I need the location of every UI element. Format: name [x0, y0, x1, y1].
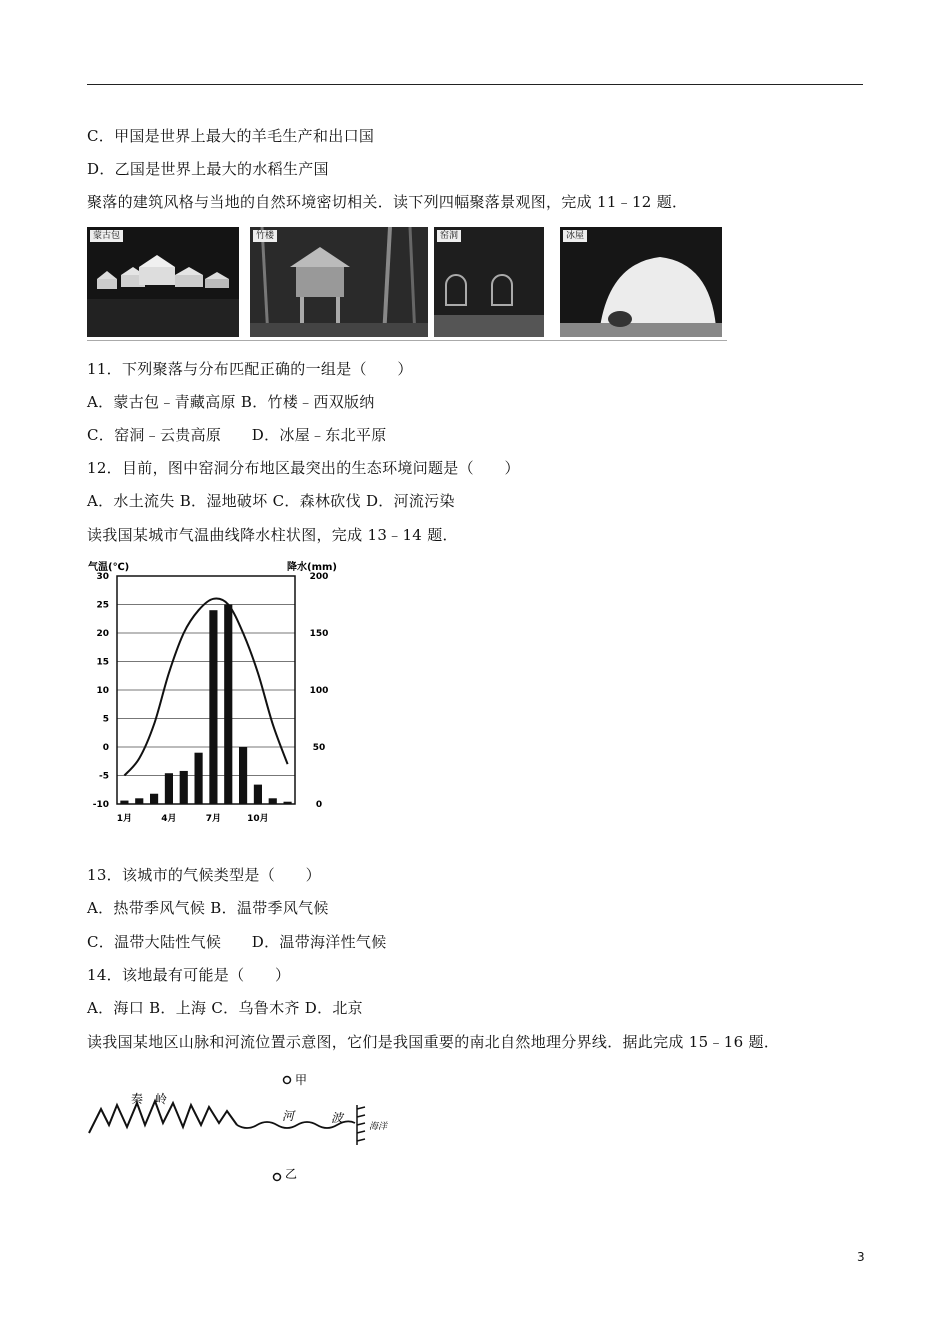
precip-axis-label: 降水(mm) — [287, 562, 337, 573]
precipitation-bar — [239, 747, 247, 804]
photo-label-cave-dwelling: 窑洞 — [437, 230, 461, 242]
precip-tick-label: 50 — [312, 743, 326, 753]
precipitation-bar — [120, 801, 128, 804]
settlement-intro: 聚落的建筑风格与当地的自然环境密切相关．读下列四幅聚落景观图，完成 11﹣12 题． — [87, 193, 688, 211]
coastline — [357, 1105, 365, 1145]
question-13-options-ab: A．热带季风气候 B．温带季风气候 — [87, 899, 329, 917]
page-number: 3 — [857, 1250, 865, 1264]
climate-intro: 读我国某城市气温曲线降水柱状图，完成 13﹣14 题． — [87, 526, 458, 544]
point-yi-marker — [274, 1174, 281, 1181]
precipitation-bar — [165, 773, 173, 804]
question-12: 12．目前，图中窑洞分布地区最突出的生态环境问题是（ ） — [87, 459, 520, 477]
boundary-map — [87, 1065, 407, 1185]
month-tick-label: 4月 — [161, 814, 177, 824]
question-11: 11．下列聚落与分布匹配正确的一组是（ ） — [87, 360, 413, 378]
mountain-label: 秦 岭 — [131, 1092, 168, 1106]
precipitation-bar — [269, 798, 277, 804]
photo-label-igloo: 冰屋 — [563, 230, 587, 242]
photo-yurt — [87, 227, 239, 337]
settlement-photos — [87, 227, 727, 341]
temp-tick-label: -5 — [99, 771, 109, 782]
question-11-options-ab: A．蒙古包﹣青藏高原 B．竹楼﹣西双版纳 — [87, 393, 375, 411]
photo-bamboo-house — [250, 227, 428, 337]
temp-tick-label: 0 — [102, 743, 109, 753]
temp-tick-label: -10 — [92, 800, 109, 810]
temp-axis-label: 气温(℃) — [88, 562, 130, 573]
photo-baseline — [87, 340, 727, 341]
question-12-options: A．水土流失 B．湿地破坏 C．森林砍伐 D．河流污染 — [87, 492, 455, 510]
precipitation-bar — [135, 798, 143, 804]
yurt-image — [87, 227, 239, 337]
precipitation-bar — [254, 785, 262, 804]
temp-tick-label: 5 — [102, 714, 109, 725]
option-c-text: C．甲国是世界上最大的羊毛生产和出口国 — [87, 127, 375, 145]
precipitation-bar — [195, 753, 203, 804]
month-tick-label: 1月 — [116, 814, 133, 824]
temp-tick-label: 20 — [96, 629, 109, 639]
point-yi-label: 乙 — [285, 1167, 298, 1181]
cave-dwelling-image — [434, 227, 544, 337]
question-14-options: A．海口 B．上海 C．乌鲁木齐 D．北京 — [87, 999, 363, 1017]
temperature-curve — [124, 598, 287, 775]
precip-tick-label: 150 — [309, 629, 329, 639]
temp-tick-label: 25 — [96, 600, 109, 611]
header-rule — [87, 84, 863, 85]
igloo-image — [560, 227, 722, 337]
precipitation-bar — [284, 802, 292, 804]
question-14: 14．该地最有可能是（ ） — [87, 966, 291, 984]
boundary-intro: 读我国某地区山脉和河流位置示意图，它们是我国重要的南北自然地理分界线．据此完成 15﹣16 题． — [87, 1033, 780, 1051]
bamboo-house-image — [250, 227, 428, 337]
photo-label-bamboo-house: 竹楼 — [253, 230, 277, 242]
temp-tick-label: 30 — [96, 572, 109, 582]
precipitation-bar — [150, 794, 158, 804]
precip-tick-label: 100 — [309, 686, 329, 696]
river-label-2: 波 — [331, 1111, 344, 1125]
sea-label: 海洋 — [369, 1122, 388, 1132]
point-jia-marker — [284, 1077, 291, 1084]
question-13-options-cd: C．温带大陆性气候 D．温带海洋性气候 — [87, 933, 387, 951]
photo-label-yurt: 蒙古包 — [90, 230, 123, 242]
temp-tick-label: 10 — [96, 686, 109, 696]
question-13: 13．该城市的气候类型是（ ） — [87, 866, 321, 884]
point-jia-label: 甲 — [295, 1073, 308, 1087]
question-11-options-cd: C．窑洞﹣云贵高原 D．冰屋﹣东北平原 — [87, 426, 387, 444]
climate-chart-svg — [87, 555, 345, 835]
precipitation-bar — [209, 610, 217, 804]
photo-igloo — [560, 227, 722, 337]
precipitation-bar — [224, 605, 232, 805]
climate-chart — [87, 555, 345, 835]
month-tick-label: 7月 — [205, 814, 222, 824]
temp-tick-label: 15 — [96, 657, 109, 668]
river-label-1: 河 — [282, 1109, 295, 1123]
precipitation-bar — [180, 771, 188, 804]
precip-tick-label: 0 — [315, 800, 323, 810]
month-tick-label: 10月 — [247, 814, 269, 824]
photo-cave-dwelling — [434, 227, 544, 337]
precip-tick-label: 200 — [309, 572, 329, 582]
option-d-text: D．乙国是世界上最大的水稻生产国 — [87, 160, 329, 178]
boundary-map-svg — [87, 1065, 407, 1185]
